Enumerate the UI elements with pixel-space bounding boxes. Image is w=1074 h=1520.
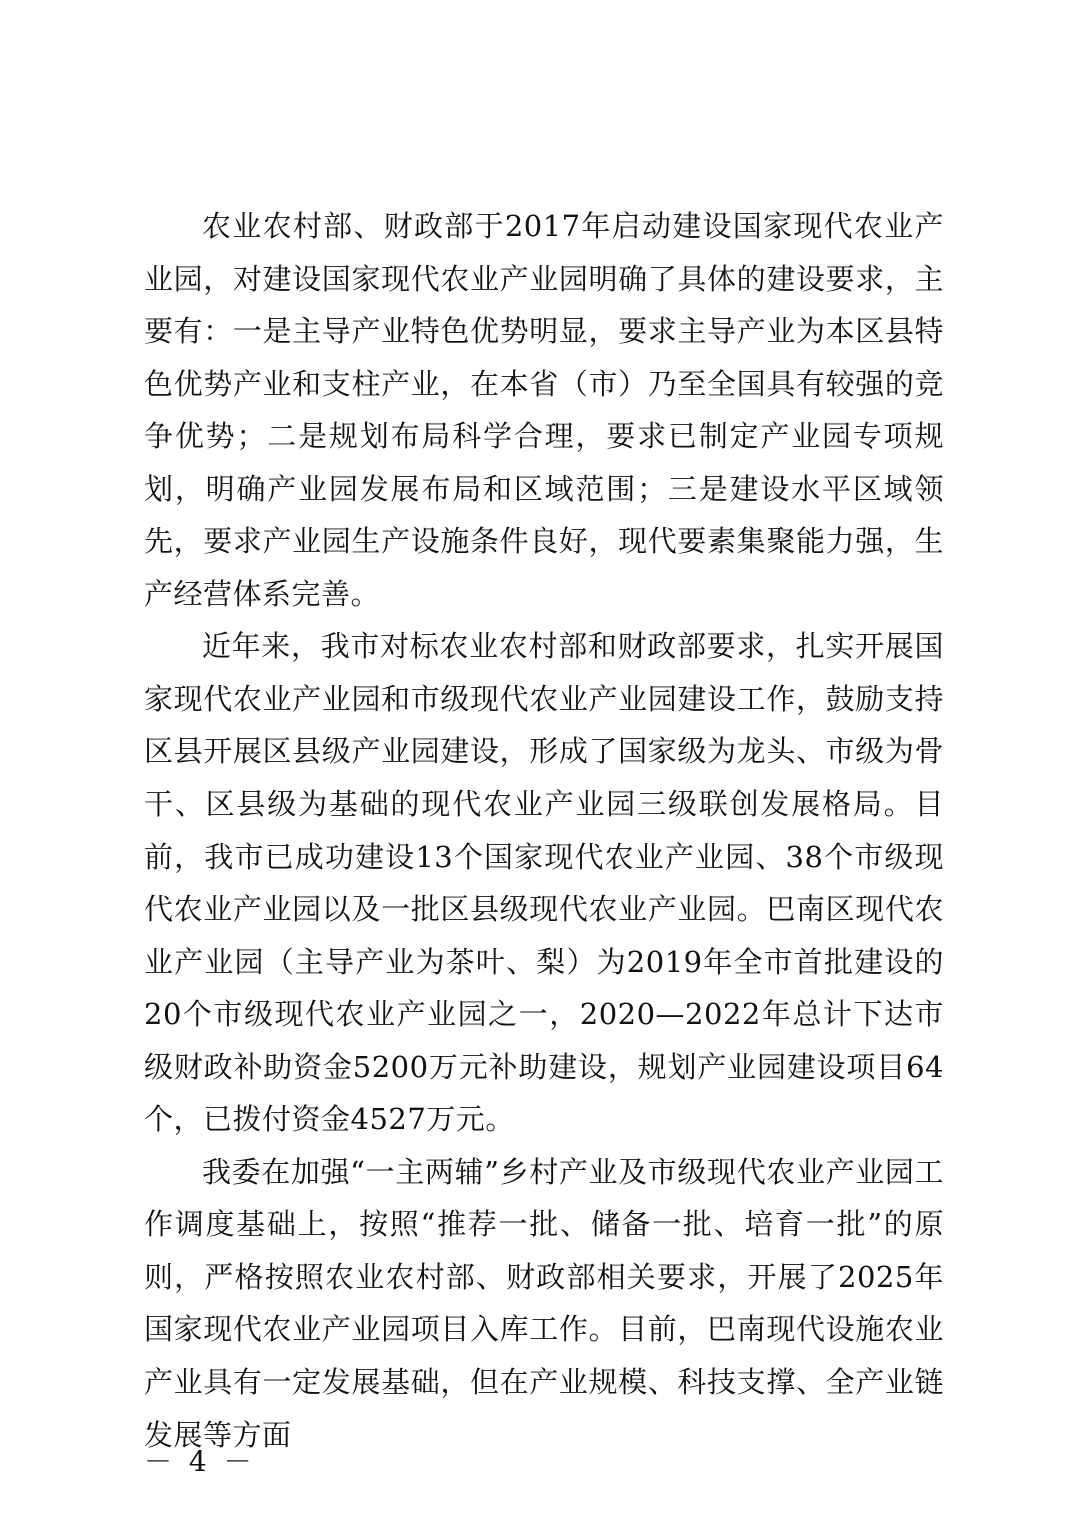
paragraph-work: 我委在加强“一主两辅”乡村产业及市级现代农业产业园工作调度基础上，按照“推荐一批、储备一批、培育一批”的原则，严格按照农业农村部、财政部相关要求，开展了2025年国家现代农业产业园项目入库工作。目前，巴南现代设施农业产业具有一定发展基础，但在产业规模、科技支撑、全产业链发展等方面 [144, 1154, 944, 1452]
paragraph-progress: 近年来，我市对标农业农村部和财政部要求，扎实开展国家现代农业产业园和市级现代农业产业园建设工作，鼓励支持区县开展区县级产业园建设，形成了国家级为龙头、市级为骨干、区县级为基础的现代农业产业园三级联创发展格局。目前，我市已成功建设13个国家现代农业产业园、38个市级现代农业产业园以及一批区县级现代农业产业园。巴南区现代农业产业园（主导产业为茶叶、梨）为2019年全市首批建设的20个市级现代农业产业园之一，2020—2022年总计下达市级财政补助资金5200万元补助建设，规划产业园建设项目64个，已拨付资金4527万元。 [144, 629, 944, 1137]
paragraph-requirements: 农业农村部、财政部于2017年启动建设国家现代农业产业园，对建设国家现代农业产业园明确了具体的建设要求，主要有：一是主导产业特色优势明显，要求主导产业为本区县特色优势产业和支柱产业，在本省（市）乃至全国具有较强的竞争优势；二是规划布局科学合理，要求已制定产业园专项规划，明确产业园发展布局和区域范围；三是建设水平区域领先，要求产业园生产设施条件良好，现代要素集聚能力强，生产经营体系完善。 [144, 209, 944, 611]
body-text [144, 200, 944, 1461]
page-number: － 4 － [144, 1445, 256, 1478]
